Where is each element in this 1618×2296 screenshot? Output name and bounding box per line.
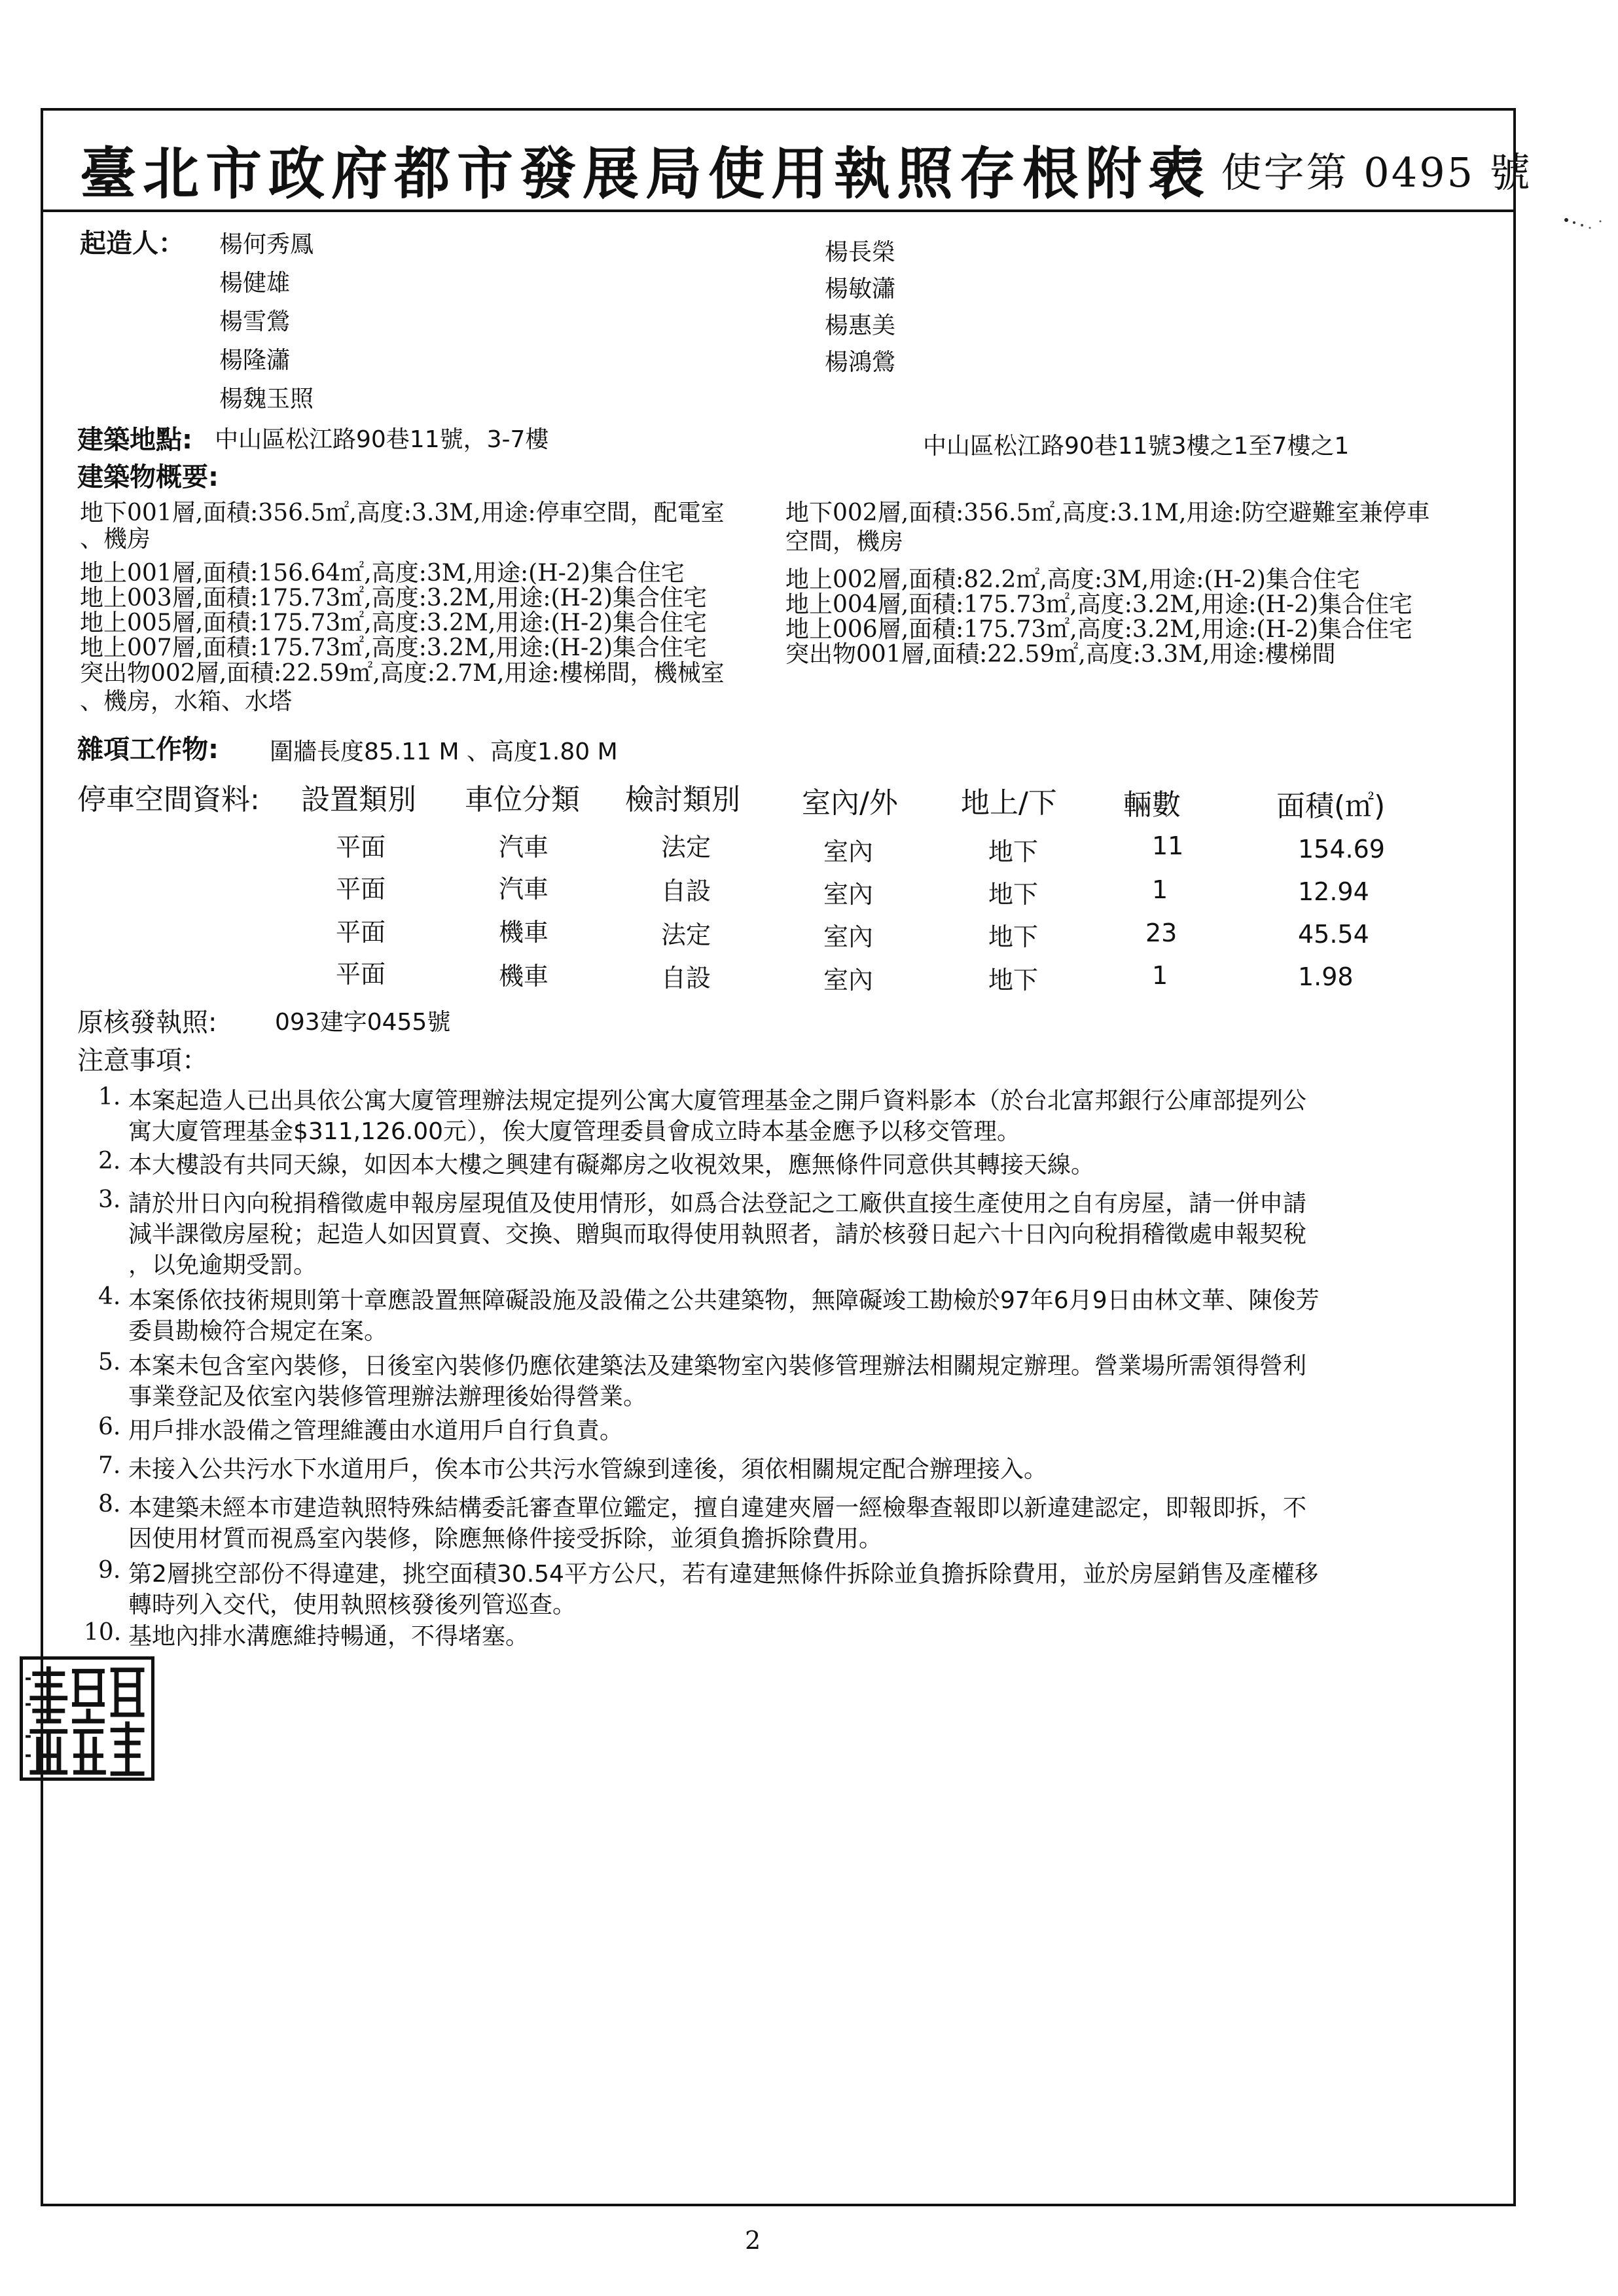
note-line: 請於卅日內向稅捐稽徵處申報房屋現值及使用情形，如爲合法登記之工廠供直接生產使用之自有房屋，請一併申請	[128, 1190, 1307, 1217]
parking-cell: 室內	[823, 837, 874, 866]
parking-cell: 室內	[823, 966, 874, 994]
note-number: 7.	[98, 1452, 121, 1479]
note-number: 1.	[98, 1084, 121, 1110]
overview-line: 突出物001層,面積:22.59㎡,高度:3.3M,用途:樓梯間	[785, 641, 1336, 668]
parking-cell: 自設	[661, 964, 711, 993]
overview-line: 地上005層,面積:175.73㎡,高度:3.2M,用途:(H-2)集合住宅	[80, 610, 708, 636]
parking-cell: 汽車	[499, 875, 549, 903]
parking-cell: 地下	[988, 837, 1039, 866]
overview-line: 、機房	[80, 526, 151, 553]
note-line: 本大樓設有共同天線，如因本大樓之興建有礙鄰房之收視效果，應無條件同意供其轉接天線。	[128, 1152, 1095, 1178]
parking-header: 面積(㎡)	[1276, 790, 1386, 823]
applicant-name: 楊健雄	[219, 270, 291, 297]
title-divider	[41, 210, 1516, 212]
official-seal-stamp	[20, 1656, 154, 1781]
parking-cell: 地下	[988, 966, 1039, 994]
overview-line: 突出物002層,面積:22.59㎡,高度:2.7M,用途:樓梯間，機械室	[80, 660, 725, 687]
note-line: 本案未包含室內裝修，日後室內裝修仍應依建築法及建築物室內裝修管理辦法相關規定辦理。營業場所需領得營利	[128, 1353, 1307, 1379]
note-number: 10.	[84, 1619, 122, 1646]
scan-speck	[1561, 216, 1607, 236]
location-value: 中山區松江路90巷11號，3-7樓	[215, 426, 549, 453]
note-number: 8.	[98, 1491, 121, 1518]
note-number: 4.	[98, 1283, 121, 1310]
parking-cell: 平面	[336, 833, 386, 862]
parking-cell: 平面	[336, 918, 386, 947]
original-permit-value: 093建字0455號	[275, 1009, 451, 1036]
parking-header: 地上/下	[961, 786, 1057, 820]
original-permit-label: 原核發執照:	[77, 1008, 217, 1038]
note-line: 用戶排水設備之管理維護由水道用戶自行負責。	[128, 1417, 624, 1444]
applicant-name: 楊何秀鳳	[219, 231, 314, 258]
document-title: 臺北市政府都市發展局使用執照存根附表	[80, 141, 1211, 207]
parking-cell: 平面	[336, 960, 386, 989]
parking-cell: 機車	[499, 962, 549, 991]
note-line: 轉時列入交代，使用執照核發後列管巡查。	[128, 1592, 577, 1618]
misc-works-value: 圍牆長度85.11 M 、高度1.80 M	[270, 738, 618, 765]
parking-cell: 1	[1152, 875, 1168, 904]
overview-line: 地上007層,面積:175.73㎡,高度:3.2M,用途:(H-2)集合住宅	[80, 634, 708, 661]
parking-cell: 11	[1152, 831, 1184, 860]
parking-cell: 法定	[661, 920, 711, 949]
overview-line: 地上006層,面積:175.73㎡,高度:3.2M,用途:(H-2)集合住宅	[785, 616, 1413, 643]
parking-header: 室內/外	[802, 786, 898, 820]
parking-cell: 平面	[336, 875, 386, 903]
note-line: 未接入公共污水下水道用戶，俟本市公共污水管線到達後，須依相關規定配合辦理接入。	[128, 1456, 1048, 1483]
note-line: 第2層挑空部份不得違建，挑空面積30.54平方公尺，若有違建無條件拆除並負擔拆除費用，並於房屋銷售及產權移	[128, 1561, 1318, 1588]
location-unit-range: 中山區松江路90巷11號3樓之1至7樓之1	[923, 433, 1350, 460]
parking-header: 輛數	[1123, 788, 1181, 822]
parking-cell: 地下	[988, 922, 1039, 951]
note-line: 減半課徵房屋稅；起造人如因買賣、交換、贈與而取得使用執照者，請於核發日起六十日內向稅捐稽徵處申報契稅	[128, 1221, 1307, 1248]
applicant-name: 楊惠美	[825, 312, 896, 339]
applicant-name: 楊長榮	[825, 239, 896, 266]
parking-cell: 1.98	[1298, 962, 1354, 991]
parking-cell: 室內	[823, 922, 874, 951]
parking-header: 檢討類別	[625, 783, 740, 816]
note-number: 5.	[98, 1349, 121, 1376]
overview-line: 地上001層,面積:156.64㎡,高度:3M,用途:(H-2)集合住宅	[80, 560, 685, 587]
note-line: 事業登記及依室內裝修管理辦法辦理後始得營業。	[128, 1383, 647, 1410]
parking-cell: 機車	[499, 918, 549, 947]
note-number: 3.	[98, 1186, 121, 1213]
overview-line: 地上003層,面積:175.73㎡,高度:3.2M,用途:(H-2)集合住宅	[80, 585, 708, 611]
parking-cell: 自設	[661, 877, 711, 905]
note-line: 本案起造人已出具依公寓大廈管理辦法規定提列公寓大廈管理基金之開戶資料影本（於台北富邦銀行公庫部提列公	[128, 1087, 1307, 1114]
parking-label: 停車空間資料:	[77, 783, 260, 816]
parking-header: 車位分類	[465, 783, 580, 816]
applicant-name: 楊雪鶯	[219, 308, 291, 335]
overview-label: 建築物概要:	[77, 462, 219, 492]
parking-cell: 45.54	[1298, 920, 1369, 949]
page-number: 2	[745, 2226, 761, 2255]
overview-line: 、機房，水箱、水塔	[80, 688, 293, 715]
overview-line: 地下002層,面積:356.5㎡,高度:3.1M,用途:防空避難室兼停車	[785, 500, 1430, 526]
note-line: ，以免逾期受罰。	[128, 1252, 317, 1279]
parking-cell: 汽車	[499, 833, 549, 862]
overview-line: 地下001層,面積:356.5㎡,高度:3.3M,用途:停車空間，配電室	[80, 500, 725, 526]
note-number: 6.	[98, 1413, 121, 1440]
parking-header: 設置類別	[301, 783, 416, 816]
note-line: 基地內排水溝應維持暢通，不得堵塞。	[128, 1623, 530, 1650]
parking-cell: 地下	[988, 880, 1039, 909]
note-line: 寓大廈管理基金$311,126.00元），俟大廈管理委員會成立時本基金應予以移交管理。	[128, 1118, 1021, 1145]
parking-cell: 12.94	[1298, 877, 1369, 906]
parking-cell: 1	[1152, 961, 1168, 990]
location-label: 建築地點:	[77, 425, 192, 455]
note-line: 委員勘檢符合規定在案。	[128, 1318, 388, 1345]
applicants-label: 起造人：	[80, 228, 185, 259]
parking-cell: 法定	[661, 833, 711, 862]
applicant-name: 楊隆瀟	[219, 347, 291, 374]
overview-line: 地上002層,面積:82.2㎡,高度:3M,用途:(H-2)集合住宅	[785, 566, 1360, 593]
note-line: 因使用材質而視爲室內裝修，除應無條件接受拆除，並須負擔拆除費用。	[128, 1525, 883, 1552]
notes-label: 注意事項：	[77, 1046, 208, 1076]
overview-line: 空間，機房	[785, 528, 904, 555]
note-number: 2.	[98, 1148, 121, 1175]
note-line: 本案係依技術規則第十章應設置無障礙設施及設備之公共建築物，無障礙竣工勘檢於97年6月9日由林文華、陳俊芳	[128, 1287, 1320, 1314]
applicant-name: 楊鴻鶯	[825, 349, 896, 376]
applicant-name: 楊魏玉照	[219, 386, 314, 412]
permit-number: 97 使字第 0495 號	[1151, 149, 1532, 196]
parking-cell: 154.69	[1298, 835, 1385, 864]
overview-line: 地上004層,面積:175.73㎡,高度:3.2M,用途:(H-2)集合住宅	[785, 591, 1413, 618]
parking-cell: 室內	[823, 880, 874, 909]
parking-cell: 23	[1145, 919, 1178, 947]
applicant-name: 楊敏瀟	[825, 276, 896, 302]
note-number: 9.	[98, 1557, 121, 1584]
misc-works-label: 雜項工作物:	[77, 735, 219, 765]
note-line: 本建築未經本市建造執照特殊結構委託審查單位鑑定，擅自違建夾層一經檢舉查報即以新違建認定，即報即拆，不	[128, 1495, 1307, 1522]
